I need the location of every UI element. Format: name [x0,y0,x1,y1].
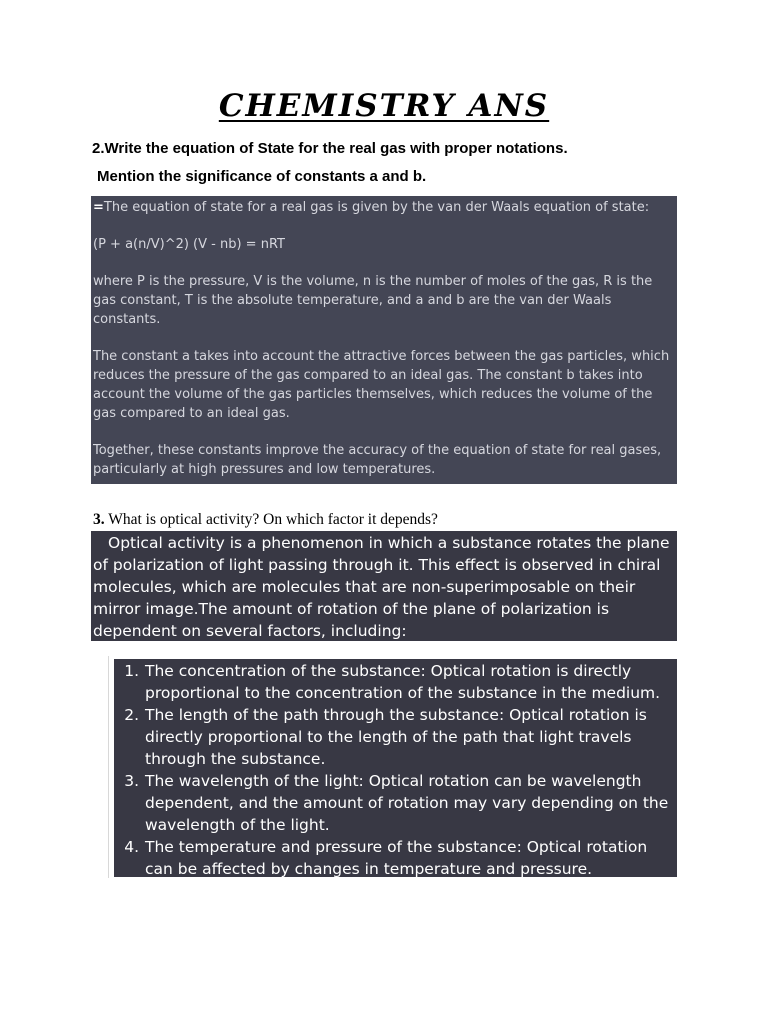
list-margin-line [108,656,109,878]
list-item-text: The length of the path through the substance: Optical rotation is directly proportional to the length of the path that light travels through the substance. [145,706,647,768]
answer-2-paragraph-constants: The constant a takes into account the attractive forces between the gas particles, which reduces the pressure of the gas compared to an ideal gas. The constant b takes into account the volume of the gas particles themselves, which reduces the volume of the gas compared to an ideal gas. [93,349,670,421]
question-3-number: 3. [93,511,105,528]
answer-2-paragraph-conclusion: Together, these constants improve the accuracy of the equation of state for real gases, particularly at high pressures and low temperatures. [93,443,662,477]
page-title: CHEMISTRY ANS [218,88,550,124]
question-2-line-2: Mention the significance of constants a and b. [97,168,427,185]
list-item-text: The wavelength of the light: Optical rotation can be wavelength dependent, and the amount of rotation may vary depending on the wavelength of the light. [145,772,669,834]
factors-list [114,660,671,877]
answer-2-box [91,196,677,484]
answer-2-paragraph-variables: where P is the pressure, V is the volume, n is the number of moles of the gas, R is the gas constant, T is the absolute temperature, and a and b are the van der Waals constants. [93,274,653,327]
answer-2-paragraph-1 [93,198,674,217]
answer-2-intro-text: The equation of state for a real gas is given by the van der Waals equation of state: [103,200,650,215]
answer-2-equation: (P + a(n/V)^2) (V - nb) = nRT [93,237,285,252]
question-2-line-1: 2.Write the equation of State for the real gas with proper notations. [92,140,568,157]
answer-2-bullet: = [93,200,104,215]
list-item [114,660,671,704]
question-3 [93,511,438,529]
answer-3-intro-text: Optical activity is a phenomenon in which a substance rotates the plane of polarization of light passing through it. This effect is observed in chiral molecules, which are molecules that are non-superimposable on their mirror image.The amount of rotation of the plane of polarization is dependent on several factors, including: [93,534,670,640]
answer-3-intro-box [91,531,677,641]
list-item-number: 2. [124,706,139,724]
list-item-number: 1. [124,662,139,680]
list-item [114,704,671,770]
list-item-text: The concentration of the substance: Optical rotation is directly proportional to the concentration of the substance in the medium. [145,662,661,702]
list-item-number: 3. [124,772,139,790]
answer-3-factors-box [114,659,677,877]
list-item [114,770,671,836]
list-item-number: 4. [124,838,139,856]
question-3-text: What is optical activity? On which factor it depends? [108,511,438,528]
list-item-text: The temperature and pressure of the substance: Optical rotation can be affected by changes in temperature and pressure. [145,838,648,877]
list-item [114,836,671,877]
